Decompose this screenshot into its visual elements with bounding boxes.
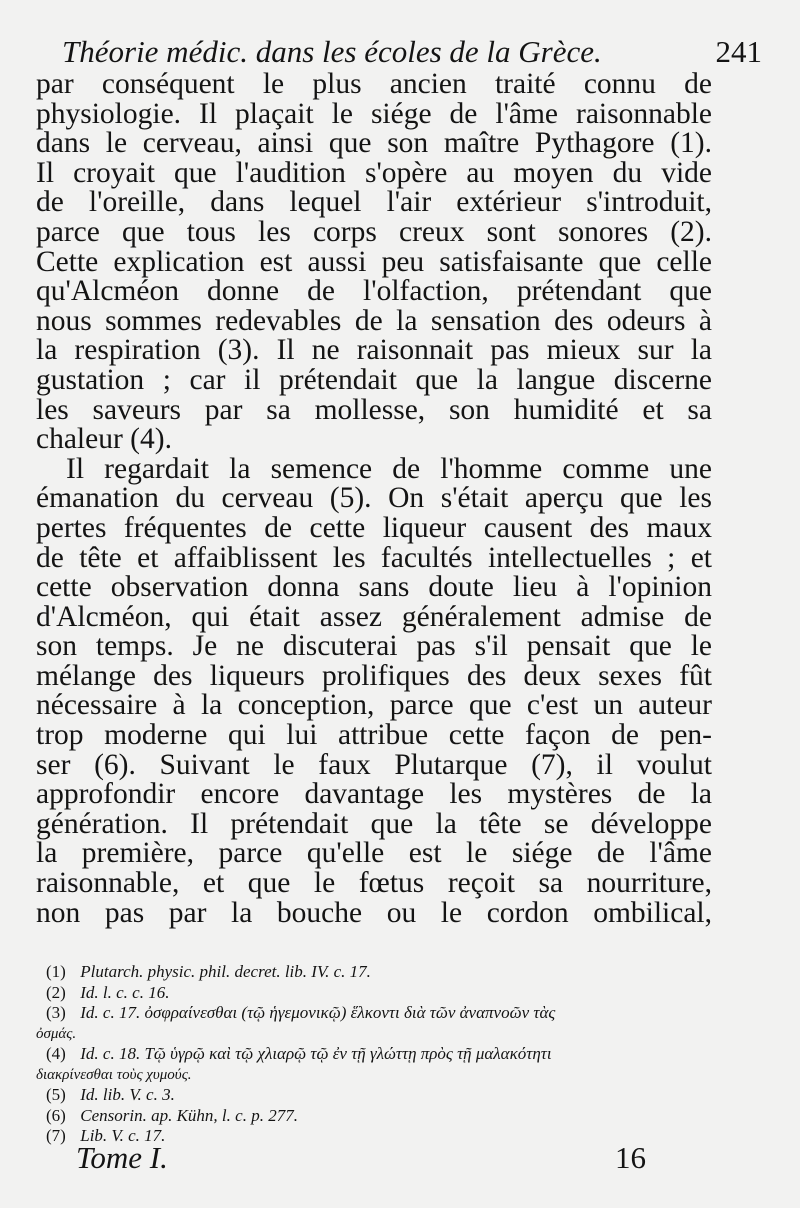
footnote-ref: (7) (46, 1126, 66, 1145)
footnote-6 (36, 1106, 756, 1127)
body-line: de tête et affaiblissent les facultés intellectuelles ; et (36, 541, 712, 574)
footnote-text: Id. lib. V. c. 3. (80, 1085, 175, 1104)
body-line: nécessaire à la conception, parce que c'est un auteur (36, 689, 712, 722)
signature-mark: Tome I. (76, 1140, 168, 1175)
body-line: nous sommes redevables de la sensation des odeurs à (36, 304, 712, 337)
body-line: les saveurs par sa mollesse, son humidité et sa (36, 393, 712, 426)
body-line: la première, parce qu'elle est le siége de l'âme (36, 837, 712, 870)
footnote-text: Id. l. c. c. 16. (80, 982, 170, 1002)
body-line: trop moderne qui lui attribue cette façon de pen- (36, 719, 712, 752)
body-text (36, 70, 712, 928)
running-head-title: Théorie médic. dans les écoles de la Grèce. (62, 34, 602, 69)
body-line: physiologie. Il plaçait le siége de l'âme raisonnable (36, 97, 712, 130)
footnote-1 (36, 962, 756, 983)
footnote-ref: (1) (46, 962, 66, 981)
body-line: Il regardait la semence de l'homme comme une (66, 452, 712, 485)
body-line: ser (6). Suivant le faux Plutarque (7), il voulut (36, 748, 712, 781)
body-line: de l'oreille, dans lequel l'air extérieur s'introduit, (36, 186, 712, 219)
footnote-ref: (6) (46, 1105, 66, 1125)
footnote-continuation: διακρίνεσθαι τοὺς χυμούς. (36, 1066, 192, 1083)
footnote-2 (36, 983, 756, 1004)
footnote-ref: (3) (46, 1003, 66, 1022)
body-line: pertes fréquentes de cette liqueur causent des maux (36, 511, 712, 544)
body-line: dans le cerveau, ainsi que son maître Pythagore (1). (36, 127, 712, 160)
page-number: 241 (715, 34, 762, 69)
footnote-ref: (5) (46, 1085, 66, 1104)
body-line: par conséquent le plus ancien traité connu de (36, 68, 712, 100)
body-line: mélange des liqueurs prolifiques des deux sexes fût (36, 659, 712, 692)
body-line: Cette explication est aussi peu satisfaisante que celle (36, 245, 712, 278)
footnote-continuation: ὀσμάς. (36, 1025, 77, 1042)
body-line: chaleur (4). (36, 423, 172, 456)
body-line: Il croyait que l'audition s'opère au moyen du vide (36, 156, 712, 189)
body-line: cette observation donna sans doute lieu à l'opinion (36, 571, 712, 604)
footnote-4 (36, 1044, 756, 1065)
footnotes (36, 962, 756, 1147)
footnote-5 (36, 1085, 756, 1106)
body-line: raisonnable, et que le fœtus reçoit sa nourriture, (36, 867, 712, 900)
running-head (62, 32, 762, 72)
body-line: génération. Il prétendait que la tête se développe (36, 807, 712, 840)
footnote-text: Censorin. ap. Kühn, l. c. p. 277. (80, 1105, 298, 1125)
footnote-3 (36, 1003, 756, 1024)
body-line: gustation ; car il prétendait que la langue discerne (36, 363, 712, 396)
body-line: d'Alcméon, qui était assez généralement admise de (36, 600, 712, 633)
body-line: son temps. Je ne discuterai pas s'il pensait que le (36, 630, 712, 663)
body-line: émanation du cerveau (5). On s'était aperçu que les (36, 482, 712, 515)
footnote-text: Id. c. 17. ὀσφραίνεσθαι (τῷ ἡγεμονικῷ) ἕλκοντι διὰ τῶν ἀναπνοῶν τὰς (80, 1003, 556, 1022)
footnote-ref: (4) (46, 1044, 66, 1063)
footnote-text: Id. c. 18. Τῷ ὑγρῷ καὶ τῷ χλιαρῷ τῷ ἐν τῇ γλώττῃ πρὸς τῇ μαλακότητι (80, 1044, 552, 1063)
body-line: la respiration (3). Il ne raisonnait pas mieux sur la (36, 334, 712, 367)
footnote-text: Plutarch. physic. phil. decret. lib. IV. c. 17. (80, 962, 371, 981)
body-line: non pas par la bouche ou le cordon ombilical, (36, 896, 712, 929)
body-line: approfondir encore davantage les mystères de la (36, 778, 712, 811)
body-line: parce que tous les corps creux sont sonores (2). (36, 215, 712, 248)
body-line: qu'Alcméon donne de l'olfaction, prétendant que (36, 275, 712, 308)
footnote-text: Lib. V. c. 17. (80, 1126, 166, 1145)
folio-number: 16 (615, 1140, 646, 1175)
footnote-ref: (2) (46, 982, 66, 1002)
